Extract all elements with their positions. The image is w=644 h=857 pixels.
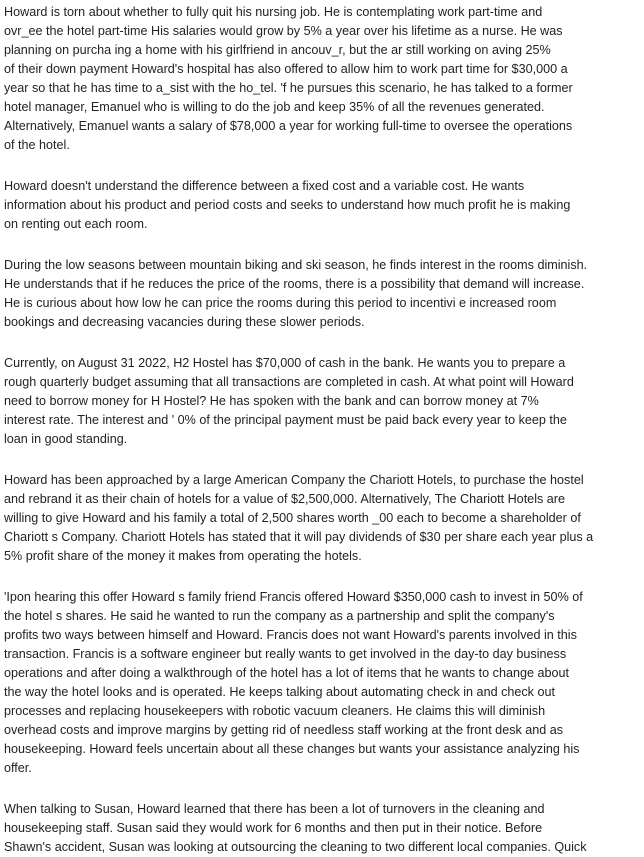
text-line: Shawn's accident, Susan was looking at outsourcing the cleaning to two different local companies. Quick: [4, 840, 587, 854]
text-line: operations and after doing a walkthrough of the hotel has a lot of items that he wants to change about: [4, 666, 569, 680]
text-line: need to borrow money for H Hostel? He has spoken with the bank and can borrow money at 7%: [4, 394, 539, 408]
text-line: Currently, on August 31 2022, H2 Hostel has $70,000 of cash in the bank. He wants you to prepare a: [4, 356, 566, 370]
text-line: overhead costs and improve margins by getting rid of needless staff working at the front desk and as: [4, 723, 564, 737]
text-line: transaction. Francis is a software engineer but really wants to get involved in the day-to day business: [4, 647, 567, 661]
paragraph: [4, 800, 636, 857]
text-line: on renting out each room.: [4, 217, 148, 231]
text-line: offer.: [4, 761, 32, 775]
text-line: He understands that if he reduces the price of the rooms, there is a possibility that demand will increase.: [4, 277, 585, 291]
paragraph: [4, 3, 636, 155]
text-line: the hotel s shares. He said he wanted to run the company as a partnership and split the company's: [4, 609, 555, 623]
document-body: [4, 3, 636, 857]
text-line: information about his product and period costs and seeks to understand how much profit he is making: [4, 198, 571, 212]
text-line: planning on purcha ing a home with his girlfriend in ancouv_r, but the ar still working on aving 25%: [4, 43, 551, 57]
paragraph: [4, 177, 636, 234]
text-line: interest rate. The interest and ' 0% of the principal payment must be paid back every year to keep the: [4, 413, 567, 427]
text-line: the way the hotel looks and is operated. He keeps talking about automating check in and check out: [4, 685, 555, 699]
text-line: bookings and decreasing vacancies during these slower periods.: [4, 315, 365, 329]
text-line: profits two ways between himself and Howard. Francis does not want Howard's parents involved in this: [4, 628, 577, 642]
text-line: rough quarterly budget assuming that all transactions are completed in cash. At what point will Howard: [4, 375, 574, 389]
paragraph: [4, 588, 636, 778]
text-line: hotel manager, Emanuel who is willing to do the job and keep 35% of all the revenues generated.: [4, 100, 545, 114]
text-line: Howard doesn't understand the difference between a fixed cost and a variable cost. He wants: [4, 179, 525, 193]
text-line: processes and replacing housekeepers with robotic vacuum cleaners. He claims this will diminish: [4, 704, 546, 718]
text-line: loan in good standing.: [4, 432, 128, 446]
text-line: Howard has been approached by a large American Company the Chariott Hotels, to purchase the hostel: [4, 473, 584, 487]
text-line: During the low seasons between mountain biking and ski season, he finds interest in the rooms diminish.: [4, 258, 588, 272]
paragraph: [4, 256, 636, 332]
text-line: year so that he has time to a_sist with the ho_tel. 'f he pursues this scenario, he has talked to a former: [4, 81, 573, 95]
text-line: housekeeping staff. Susan said they would work for 6 months and then put in their notice. Before: [4, 821, 543, 835]
text-line: He is curious about how low he can price the rooms during this period to incentivi e increased room: [4, 296, 557, 310]
text-line: 5% profit share of the money it makes from operating the hotels.: [4, 549, 362, 563]
text-line: of their down payment Howard's hospital has also offered to allow him to work part time for $30,000 a: [4, 62, 568, 76]
paragraph: [4, 471, 636, 566]
paragraph: [4, 354, 636, 449]
text-line: Chariott s Company. Chariott Hotels has stated that it will pay dividends of $30 per share each year plus a: [4, 530, 594, 544]
text-line: Alternatively, Emanuel wants a salary of $78,000 a year for working full-time to oversee the operations: [4, 119, 573, 133]
text-line: 'Ipon hearing this offer Howard s family friend Francis offered Howard $350,000 cash to invest in 50% of: [4, 590, 583, 604]
text-line: and rebrand it as their chain of hotels for a value of $2,500,000. Alternatively, The Chariott Hotels are: [4, 492, 565, 506]
text-line: of the hotel.: [4, 138, 70, 152]
text-line: Howard is torn about whether to fully quit his nursing job. He is contemplating work part-time and: [4, 5, 543, 19]
text-line: willing to give Howard and his family a total of 2,500 shares worth _00 each to become a shareholder of: [4, 511, 581, 525]
text-line: ovr_ee the hotel part-time His salaries would grow by 5% a year over his lifetime as a nurse. He was: [4, 24, 563, 38]
text-line: When talking to Susan, Howard learned that there has been a lot of turnovers in the cleaning and: [4, 802, 545, 816]
text-line: housekeeping. Howard feels uncertain about all these changes but wants your assistance analyzing his: [4, 742, 580, 756]
